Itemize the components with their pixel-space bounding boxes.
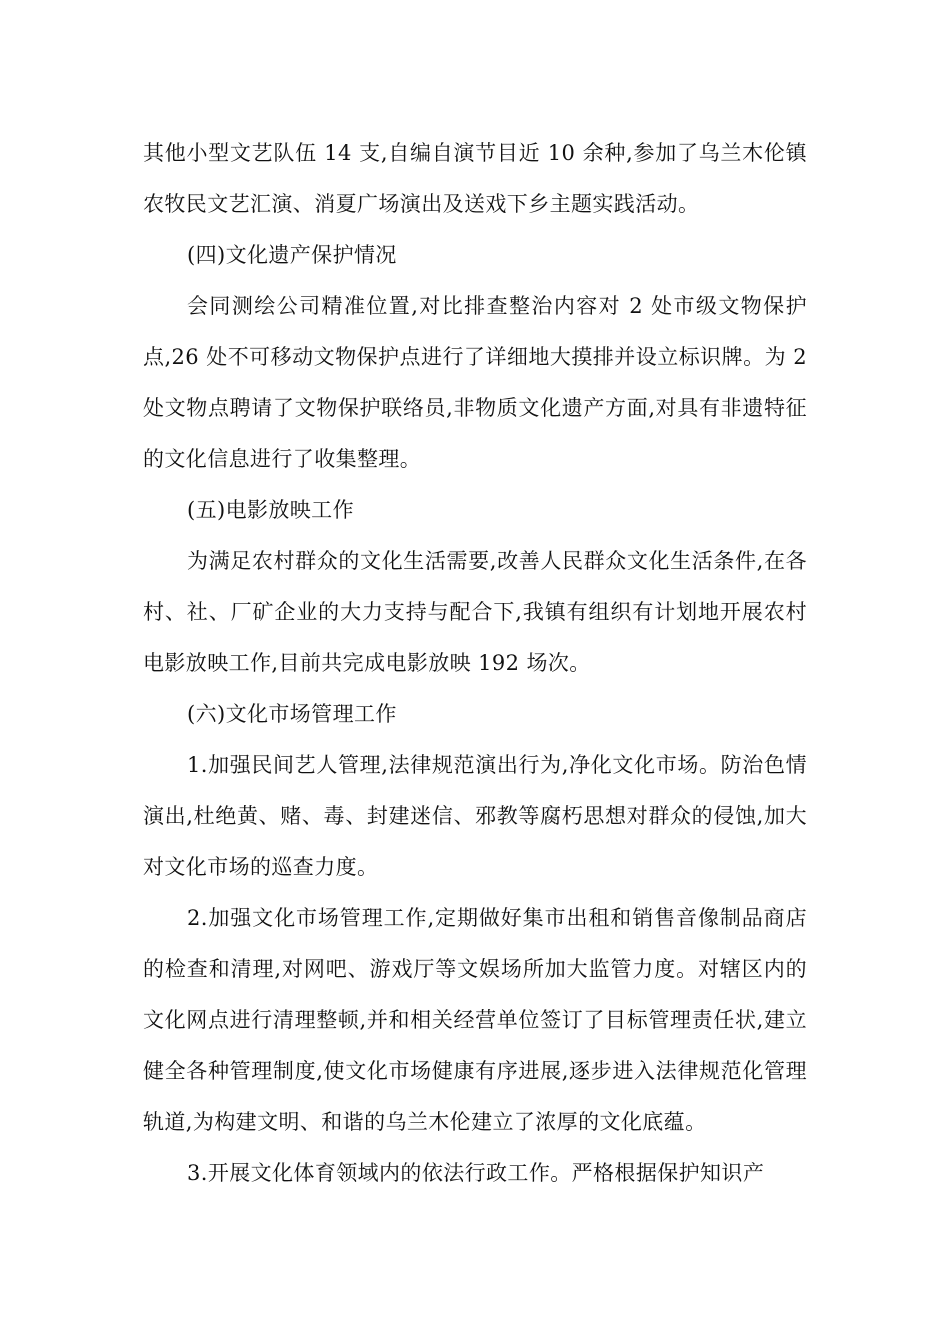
document-page: [143, 128, 807, 1199]
section-heading-market: (六)文化市场管理工作: [187, 702, 397, 726]
paragraph-market-2: 2.加强文化市场管理工作,定期做好集市出租和销售音像制品商店的检查和清理,对网吧、游戏厅等文娱场所加大监管力度。对辖区内的文化网点进行清理整顿,并和相关经营单位签订了目标管理责任状,建立健全各种管理制度,使文化市场健康有序进展,逐步进入法律规范化管理轨道,为构建文明、和谐的乌兰木伦建立了浓厚的文化底蕴。: [143, 906, 807, 1134]
section-heading-heritage: (四)文化遗产保护情况: [187, 243, 397, 267]
paragraph-continuation: 其他小型文艺队伍 14 支,自编自演节目近 10 余种,参加了乌兰木伦镇农牧民文艺汇演、消夏广场演出及送戏下乡主题实践活动。: [143, 141, 807, 216]
paragraph-market-1: 1.加强民间艺人管理,法律规范演出行为,净化文化市场。防治色情演出,杜绝黄、赌、毒、封建迷信、邪教等腐朽思想对群众的侵蚀,加大对文化市场的巡查力度。: [143, 753, 807, 879]
paragraph-market-3: 3.开展文化体育领域内的依法行政工作。严格根据保护知识产: [187, 1161, 765, 1185]
paragraph-film: 为满足农村群众的文化生活需要,改善人民群众文化生活条件,在各村、社、厂矿企业的大力支持与配合下,我镇有组织有计划地开展农村电影放映工作,目前共完成电影放映 192 场次。: [143, 549, 807, 675]
section-heading-film: (五)电影放映工作: [187, 498, 354, 522]
paragraph-heritage: 会同测绘公司精准位置,对比排查整治内容对 2 处市级文物保护点,26 处不可移动文物保护点进行了详细地大摸排并设立标识牌。为 2 处文物点聘请了文物保护联络员,非物质文化遗产方面,对具有非遗特征的文化信息进行了收集整理。: [143, 294, 807, 471]
